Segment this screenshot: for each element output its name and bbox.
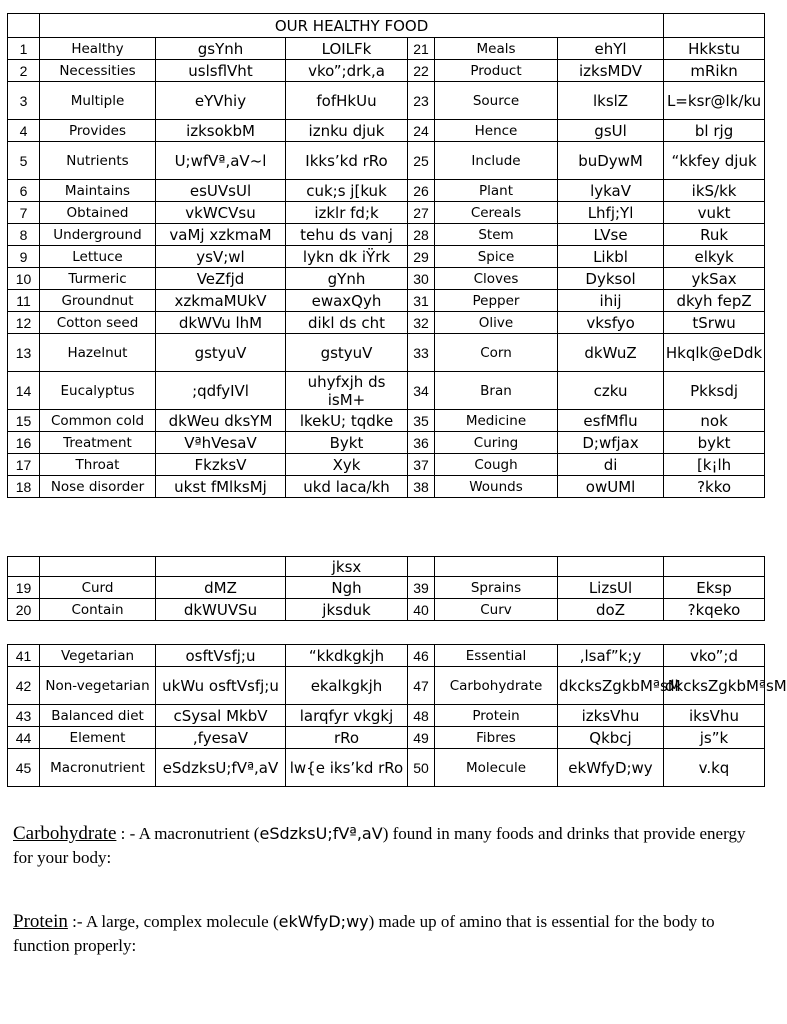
blank-cell (8, 14, 40, 38)
hindi-meaning: gYnh (286, 268, 408, 290)
english-word: Treatment (40, 432, 156, 454)
english-word: Product (435, 60, 558, 82)
entry-number: 30 (408, 268, 435, 290)
english-word: Contain (40, 599, 156, 621)
transliteration: ysV;wl (156, 246, 286, 268)
entry-number: 36 (408, 432, 435, 454)
entry-number: 41 (8, 645, 40, 667)
entry-number: 35 (408, 410, 435, 432)
table-row (8, 82, 765, 120)
definition-text: A large, complex molecule ( (85, 912, 279, 931)
transliteration: owUMl (558, 476, 664, 498)
english-word: Protein (435, 705, 558, 727)
english-word: Include (435, 142, 558, 180)
table-row (8, 202, 765, 224)
transliteration: gstyuV (156, 334, 286, 372)
transliteration: vaMj xzkmaM (156, 224, 286, 246)
definition-separator: :- (67, 912, 86, 931)
transliteration: ;qdfyIVl (156, 372, 286, 410)
english-word: Wounds (435, 476, 558, 498)
english-word: Provides (40, 120, 156, 142)
english-word: Throat (40, 454, 156, 476)
vocab-table-main (7, 13, 765, 498)
english-word: Olive (435, 312, 558, 334)
entry-number: 48 (408, 705, 435, 727)
entry-number: 12 (8, 312, 40, 334)
transliteration: Lhfj;Yl (558, 202, 664, 224)
hindi-meaning: L=ksr@lk/ku (664, 82, 765, 120)
table-row (8, 312, 765, 334)
english-word: Carbohydrate (435, 667, 558, 705)
table-row (8, 142, 765, 180)
transliteration: ukst fMlksMj (156, 476, 286, 498)
transliteration: uslsflVht (156, 60, 286, 82)
transliteration: vkWCVsu (156, 202, 286, 224)
entry-number: 20 (8, 599, 40, 621)
entry-number: 25 (408, 142, 435, 180)
hindi-meaning: ?kqeko (664, 599, 765, 621)
transliteration: LizsUl (558, 577, 664, 599)
english-word: Source (435, 82, 558, 120)
transliteration: xzkmaMUkV (156, 290, 286, 312)
blank-cell (8, 557, 40, 577)
entry-number: 17 (8, 454, 40, 476)
transliteration: ekWfyD;wy (558, 749, 664, 787)
blank-cell (664, 557, 765, 577)
hindi-meaning: Ikks’kd rRo (286, 142, 408, 180)
definition-term: Carbohydrate (13, 823, 117, 844)
table-row (8, 727, 765, 749)
entry-number: 2 (8, 60, 40, 82)
definition-separator: : - (116, 824, 139, 843)
hindi-meaning: vko”;d (664, 645, 765, 667)
english-word: Fibres (435, 727, 558, 749)
english-word: Sprains (435, 577, 558, 599)
transliteration: lkslZ (558, 82, 664, 120)
hindi-meaning: iznku djuk (286, 120, 408, 142)
english-word: Groundnut (40, 290, 156, 312)
entry-number: 23 (408, 82, 435, 120)
table-row (8, 290, 765, 312)
transliteration: gsYnh (156, 38, 286, 60)
entry-number: 46 (408, 645, 435, 667)
hindi-meaning: lkekU; tqdke (286, 410, 408, 432)
blank-cell (435, 557, 558, 577)
hindi-meaning: Xyk (286, 454, 408, 476)
hindi-meaning: fofHkUu (286, 82, 408, 120)
entry-number: 19 (8, 577, 40, 599)
english-word: Pepper (435, 290, 558, 312)
entry-number: 4 (8, 120, 40, 142)
english-word: Maintains (40, 180, 156, 202)
english-word: Eucalyptus (40, 372, 156, 410)
transliteration: dkWuZ (558, 334, 664, 372)
hindi-meaning: Eksp (664, 577, 765, 599)
entry-number: 5 (8, 142, 40, 180)
hindi-meaning: mRikn (664, 60, 765, 82)
hindi-meaning: Hkkstu (664, 38, 765, 60)
transliteration: D;wfjax (558, 432, 664, 454)
entry-number: 21 (408, 38, 435, 60)
table-title: OUR HEALTHY FOOD (40, 14, 664, 38)
entry-number: 26 (408, 180, 435, 202)
entry-number: 3 (8, 82, 40, 120)
transliteration: dkWVu lhM (156, 312, 286, 334)
hindi-meaning: rRo (286, 727, 408, 749)
entry-number: 7 (8, 202, 40, 224)
entry-number: 44 (8, 727, 40, 749)
definition-keyword: eSdzksU;fVª,aV (259, 824, 383, 843)
english-word: Cloves (435, 268, 558, 290)
entry-number: 31 (408, 290, 435, 312)
hindi-meaning: cuk;s j[kuk (286, 180, 408, 202)
english-word: Essential (435, 645, 558, 667)
hindi-meaning: v.kq (664, 749, 765, 787)
english-word: Hazelnut (40, 334, 156, 372)
transliteration: LVse (558, 224, 664, 246)
transliteration: dMZ (156, 577, 286, 599)
blank-cell (40, 557, 156, 577)
entry-number: 16 (8, 432, 40, 454)
definition-text: ) made up of amino that is essential for the body to function properly: (13, 912, 715, 955)
english-word: Non-vegetarian (40, 667, 156, 705)
entry-number: 40 (408, 599, 435, 621)
entry-number: 8 (8, 224, 40, 246)
table-row (8, 180, 765, 202)
entry-number: 22 (408, 60, 435, 82)
hindi-meaning: js”k (664, 727, 765, 749)
transliteration: izksMDV (558, 60, 664, 82)
hindi-meaning: Bykt (286, 432, 408, 454)
transliteration: ukWu osftVsfj;u (156, 667, 286, 705)
english-word: Medicine (435, 410, 558, 432)
entry-number: 45 (8, 749, 40, 787)
english-word: Balanced diet (40, 705, 156, 727)
definition-text: ) found in many foods and drinks that provide energy for your body: (13, 824, 746, 867)
transliteration: Dyksol (558, 268, 664, 290)
entry-number: 50 (408, 749, 435, 787)
entry-number: 47 (408, 667, 435, 705)
hindi-meaning: bl rjg (664, 120, 765, 142)
transliteration: Qkbcj (558, 727, 664, 749)
english-word: Macronutrient (40, 749, 156, 787)
english-word: Curing (435, 432, 558, 454)
definition-text: A macronutrient ( (138, 824, 260, 843)
hindi-meaning: Pkksdj (664, 372, 765, 410)
transliteration: gsUl (558, 120, 664, 142)
table-row (8, 268, 765, 290)
english-word: Molecule (435, 749, 558, 787)
definition-carbohydrate (13, 822, 763, 870)
hindi-meaning: nok (664, 410, 765, 432)
transliteration: osftVsfj;u (156, 645, 286, 667)
hindi-meaning: vukt (664, 202, 765, 224)
entry-number: 29 (408, 246, 435, 268)
table-row (8, 224, 765, 246)
entry-number: 38 (408, 476, 435, 498)
hindi-meaning: LOILFk (286, 38, 408, 60)
transliteration: czku (558, 372, 664, 410)
table-row (8, 454, 765, 476)
transliteration: eYVhiy (156, 82, 286, 120)
vocab-table-nutrition (7, 644, 787, 787)
english-word: Spice (435, 246, 558, 268)
hindi-meaning: vko”;drk,a (286, 60, 408, 82)
hindi-meaning: ?kko (664, 476, 765, 498)
definition-term: Protein (13, 911, 68, 932)
english-word: Turmeric (40, 268, 156, 290)
transliteration: VªhVesaV (156, 432, 286, 454)
english-word: Necessities (40, 60, 156, 82)
header-row (8, 557, 765, 577)
transliteration: cSysal MkbV (156, 705, 286, 727)
hindi-meaning: lw{e iks’kd rRo (286, 749, 408, 787)
transliteration: ihij (558, 290, 664, 312)
hindi-meaning: “kkdkgkjh (286, 645, 408, 667)
definition-protein (13, 910, 763, 958)
english-word: Stem (435, 224, 558, 246)
table-row (8, 749, 765, 787)
english-word: Curv (435, 599, 558, 621)
transliteration: eSdzksU;fVª,aV (156, 749, 286, 787)
hindi-meaning: uhyfxjh ds isM+ (286, 372, 408, 410)
hindi-meaning: ikS/kk (664, 180, 765, 202)
table-row (8, 705, 765, 727)
transliteration: Likbl (558, 246, 664, 268)
hindi-meaning: larqfyr vkgkj (286, 705, 408, 727)
entry-number: 24 (408, 120, 435, 142)
english-word: Underground (40, 224, 156, 246)
english-word: Corn (435, 334, 558, 372)
table-row (8, 38, 765, 60)
entry-number: 14 (8, 372, 40, 410)
title-row (8, 14, 765, 38)
table-row (8, 60, 765, 82)
blank-cell (664, 14, 765, 38)
transliteration: ehYl (558, 38, 664, 60)
english-word: Curd (40, 577, 156, 599)
transliteration: di (558, 454, 664, 476)
english-word: Cotton seed (40, 312, 156, 334)
english-word: Meals (435, 38, 558, 60)
transliteration: vksfyo (558, 312, 664, 334)
entry-number: 32 (408, 312, 435, 334)
hindi-meaning: dikl ds cht (286, 312, 408, 334)
table-header-word: jksx (286, 557, 408, 577)
hindi-meaning: tehu ds vanj (286, 224, 408, 246)
entry-number: 33 (408, 334, 435, 372)
entry-number: 49 (408, 727, 435, 749)
hindi-meaning: “kkfey djuk (664, 142, 765, 180)
table-row (8, 599, 765, 621)
entry-number: 6 (8, 180, 40, 202)
entry-number: 11 (8, 290, 40, 312)
hindi-meaning: elkyk (664, 246, 765, 268)
english-word: Nose disorder (40, 476, 156, 498)
transliteration: buDywM (558, 142, 664, 180)
transliteration: dkWUVSu (156, 599, 286, 621)
english-word: Vegetarian (40, 645, 156, 667)
transliteration: ,lsaf”k;y (558, 645, 664, 667)
table-row (8, 120, 765, 142)
hindi-meaning: izklr fd;k (286, 202, 408, 224)
table-row (8, 334, 765, 372)
table-row (8, 577, 765, 599)
entry-number: 9 (8, 246, 40, 268)
english-word: Bran (435, 372, 558, 410)
transliteration: VeZfjd (156, 268, 286, 290)
table-row (8, 246, 765, 268)
transliteration: FkzksV (156, 454, 286, 476)
table-row (8, 667, 765, 705)
transliteration: U;wfVª,aV~l (156, 142, 286, 180)
hindi-meaning: ewaxQyh (286, 290, 408, 312)
entry-number: 10 (8, 268, 40, 290)
entry-number: 18 (8, 476, 40, 498)
table-row (8, 410, 765, 432)
hindi-meaning: ukd laca/kh (286, 476, 408, 498)
hindi-meaning: iksVhu (664, 705, 765, 727)
english-word: Healthy (40, 38, 156, 60)
transliteration: izksokbM (156, 120, 286, 142)
entry-number: 1 (8, 38, 40, 60)
entry-number: 13 (8, 334, 40, 372)
english-word: Cough (435, 454, 558, 476)
english-word: Cereals (435, 202, 558, 224)
table-row (8, 476, 765, 498)
hindi-meaning: [k¡lh (664, 454, 765, 476)
transliteration: dkWeu dksYM (156, 410, 286, 432)
blank-cell (558, 557, 664, 577)
hindi-meaning: ekalkgkjh (286, 667, 408, 705)
entry-number: 37 (408, 454, 435, 476)
table-row (8, 645, 765, 667)
transliteration: esUVsUl (156, 180, 286, 202)
blank-cell (156, 557, 286, 577)
transliteration: ,fyesaV (156, 727, 286, 749)
blank-cell (408, 557, 435, 577)
definition-keyword: ekWfyD;wy (278, 912, 369, 931)
table-row (8, 432, 765, 454)
hindi-meaning: tSrwu (664, 312, 765, 334)
english-word: Nutrients (40, 142, 156, 180)
hindi-meaning: Ruk (664, 224, 765, 246)
hindi-meaning: jksduk (286, 599, 408, 621)
english-word: Common cold (40, 410, 156, 432)
hindi-meaning: bykt (664, 432, 765, 454)
hindi-meaning: ykSax (664, 268, 765, 290)
english-word: Lettuce (40, 246, 156, 268)
hindi-meaning: Ngh (286, 577, 408, 599)
transliteration: dkcksZgkbMªsM (558, 667, 664, 705)
english-word: Element (40, 727, 156, 749)
transliteration: doZ (558, 599, 664, 621)
hindi-meaning: dkyh fepZ (664, 290, 765, 312)
hindi-meaning: dkcksZgkbMªsM (664, 667, 765, 705)
entry-number: 42 (8, 667, 40, 705)
english-word: Hence (435, 120, 558, 142)
english-word: Obtained (40, 202, 156, 224)
table-row (8, 372, 765, 410)
entry-number: 28 (408, 224, 435, 246)
hindi-meaning: lykn dk iŸrk (286, 246, 408, 268)
hindi-meaning: gstyuV (286, 334, 408, 372)
transliteration: esfMflu (558, 410, 664, 432)
entry-number: 43 (8, 705, 40, 727)
hindi-meaning: Hkqlk@eDdk (664, 334, 765, 372)
entry-number: 15 (8, 410, 40, 432)
vocab-table-extra (7, 556, 765, 621)
english-word: Multiple (40, 82, 156, 120)
transliteration: lykaV (558, 180, 664, 202)
entry-number: 39 (408, 577, 435, 599)
transliteration: izksVhu (558, 705, 664, 727)
english-word: Plant (435, 180, 558, 202)
entry-number: 34 (408, 372, 435, 410)
entry-number: 27 (408, 202, 435, 224)
